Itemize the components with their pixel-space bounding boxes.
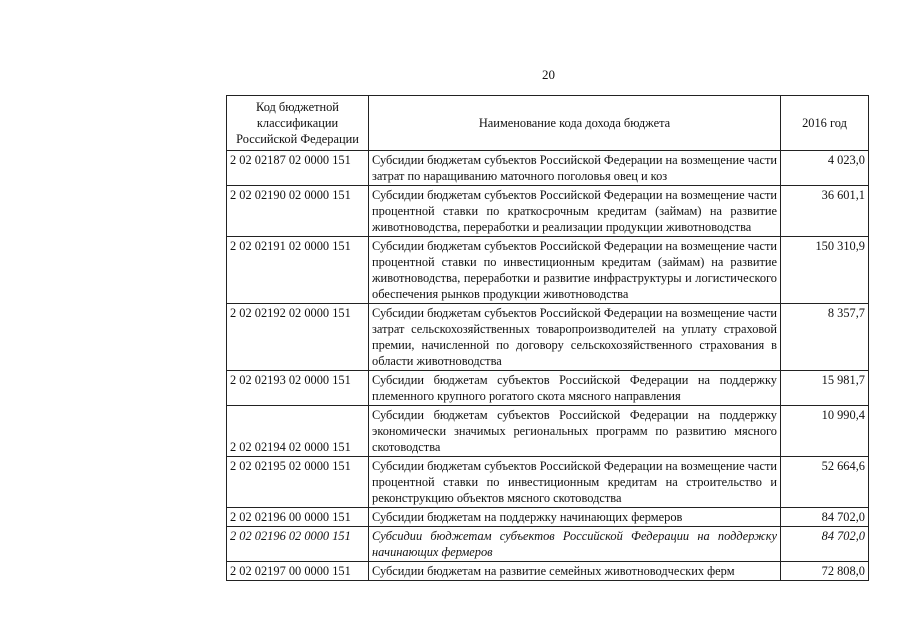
table-header-row <box>227 96 869 151</box>
table-row <box>227 508 869 527</box>
row-name: Субсидии бюджетам на развитие семейных животноводческих ферм <box>369 562 781 581</box>
row-name: Субсидии бюджетам субъектов Российской Федерации на возмещение части затрат сельскохозяйственных товаропроизводителей на уплату страховой премии, начисленной по договору сельскохозяйственного страхования в области животноводства <box>369 304 781 371</box>
table-row <box>227 562 869 581</box>
table-row <box>227 151 869 186</box>
table-row <box>227 304 869 371</box>
table-row <box>227 371 869 406</box>
table-row <box>227 237 869 304</box>
row-code: 2 02 02194 02 0000 151 <box>227 406 369 457</box>
row-amount: 52 664,6 <box>781 457 869 508</box>
header-name: Наименование кода дохода бюджета <box>369 96 781 151</box>
row-amount: 84 702,0 <box>781 508 869 527</box>
row-code: 2 02 02187 02 0000 151 <box>227 151 369 186</box>
row-code: 2 02 02191 02 0000 151 <box>227 237 369 304</box>
row-amount: 84 702,0 <box>781 527 869 562</box>
row-code: 2 02 02197 00 0000 151 <box>227 562 369 581</box>
row-name: Субсидии бюджетам субъектов Российской Федерации на возмещение части процентной ставки по краткосрочным кредитам (займам) на развитие животноводства, переработки и реализации продукции животноводства <box>369 186 781 237</box>
row-amount: 36 601,1 <box>781 186 869 237</box>
row-amount: 150 310,9 <box>781 237 869 304</box>
header-amount: 2016 год <box>781 96 869 151</box>
row-name: Субсидии бюджетам субъектов Российской Федерации на поддержку племенного крупного рогатого скота мясного направления <box>369 371 781 406</box>
row-code: 2 02 02196 00 0000 151 <box>227 508 369 527</box>
row-amount: 15 981,7 <box>781 371 869 406</box>
table-row <box>227 186 869 237</box>
row-code: 2 02 02190 02 0000 151 <box>227 186 369 237</box>
header-code: Код бюджетной классификации Российской Федерации <box>227 96 369 151</box>
row-code: 2 02 02195 02 0000 151 <box>227 457 369 508</box>
page-number: 20 <box>542 67 555 82</box>
row-name: Субсидии бюджетам субъектов Российской Федерации на возмещение части процентной ставки по инвестиционным кредитам на строительство и реконструкцию объектов мясного скотоводства <box>369 457 781 508</box>
budget-revenue-table <box>226 95 869 581</box>
row-code: 2 02 02193 02 0000 151 <box>227 371 369 406</box>
table-row-italic <box>227 527 869 562</box>
row-amount: 4 023,0 <box>781 151 869 186</box>
table-row <box>227 457 869 508</box>
row-amount: 8 357,7 <box>781 304 869 371</box>
row-amount: 10 990,4 <box>781 406 869 457</box>
row-name: Субсидии бюджетам субъектов Российской Федерации на поддержку начинающих фермеров <box>369 527 781 562</box>
row-name: Субсидии бюджетам субъектов Российской Федерации на поддержку экономически значимых региональных программ по развитию мясного скотоводства <box>369 406 781 457</box>
row-name: Субсидии бюджетам субъектов Российской Федерации на возмещение части процентной ставки по инвестиционным кредитам (займам) на развитие животноводства, переработки и развитие инфраструктуры и логистического обеспечения рынков продукции животноводства <box>369 237 781 304</box>
row-name: Субсидии бюджетам на поддержку начинающих фермеров <box>369 508 781 527</box>
row-code: 2 02 02192 02 0000 151 <box>227 304 369 371</box>
row-name: Субсидии бюджетам субъектов Российской Федерации на возмещение части затрат по наращиванию маточного поголовья овец и коз <box>369 151 781 186</box>
row-code: 2 02 02196 02 0000 151 <box>227 527 369 562</box>
table-row <box>227 406 869 457</box>
row-amount: 72 808,0 <box>781 562 869 581</box>
